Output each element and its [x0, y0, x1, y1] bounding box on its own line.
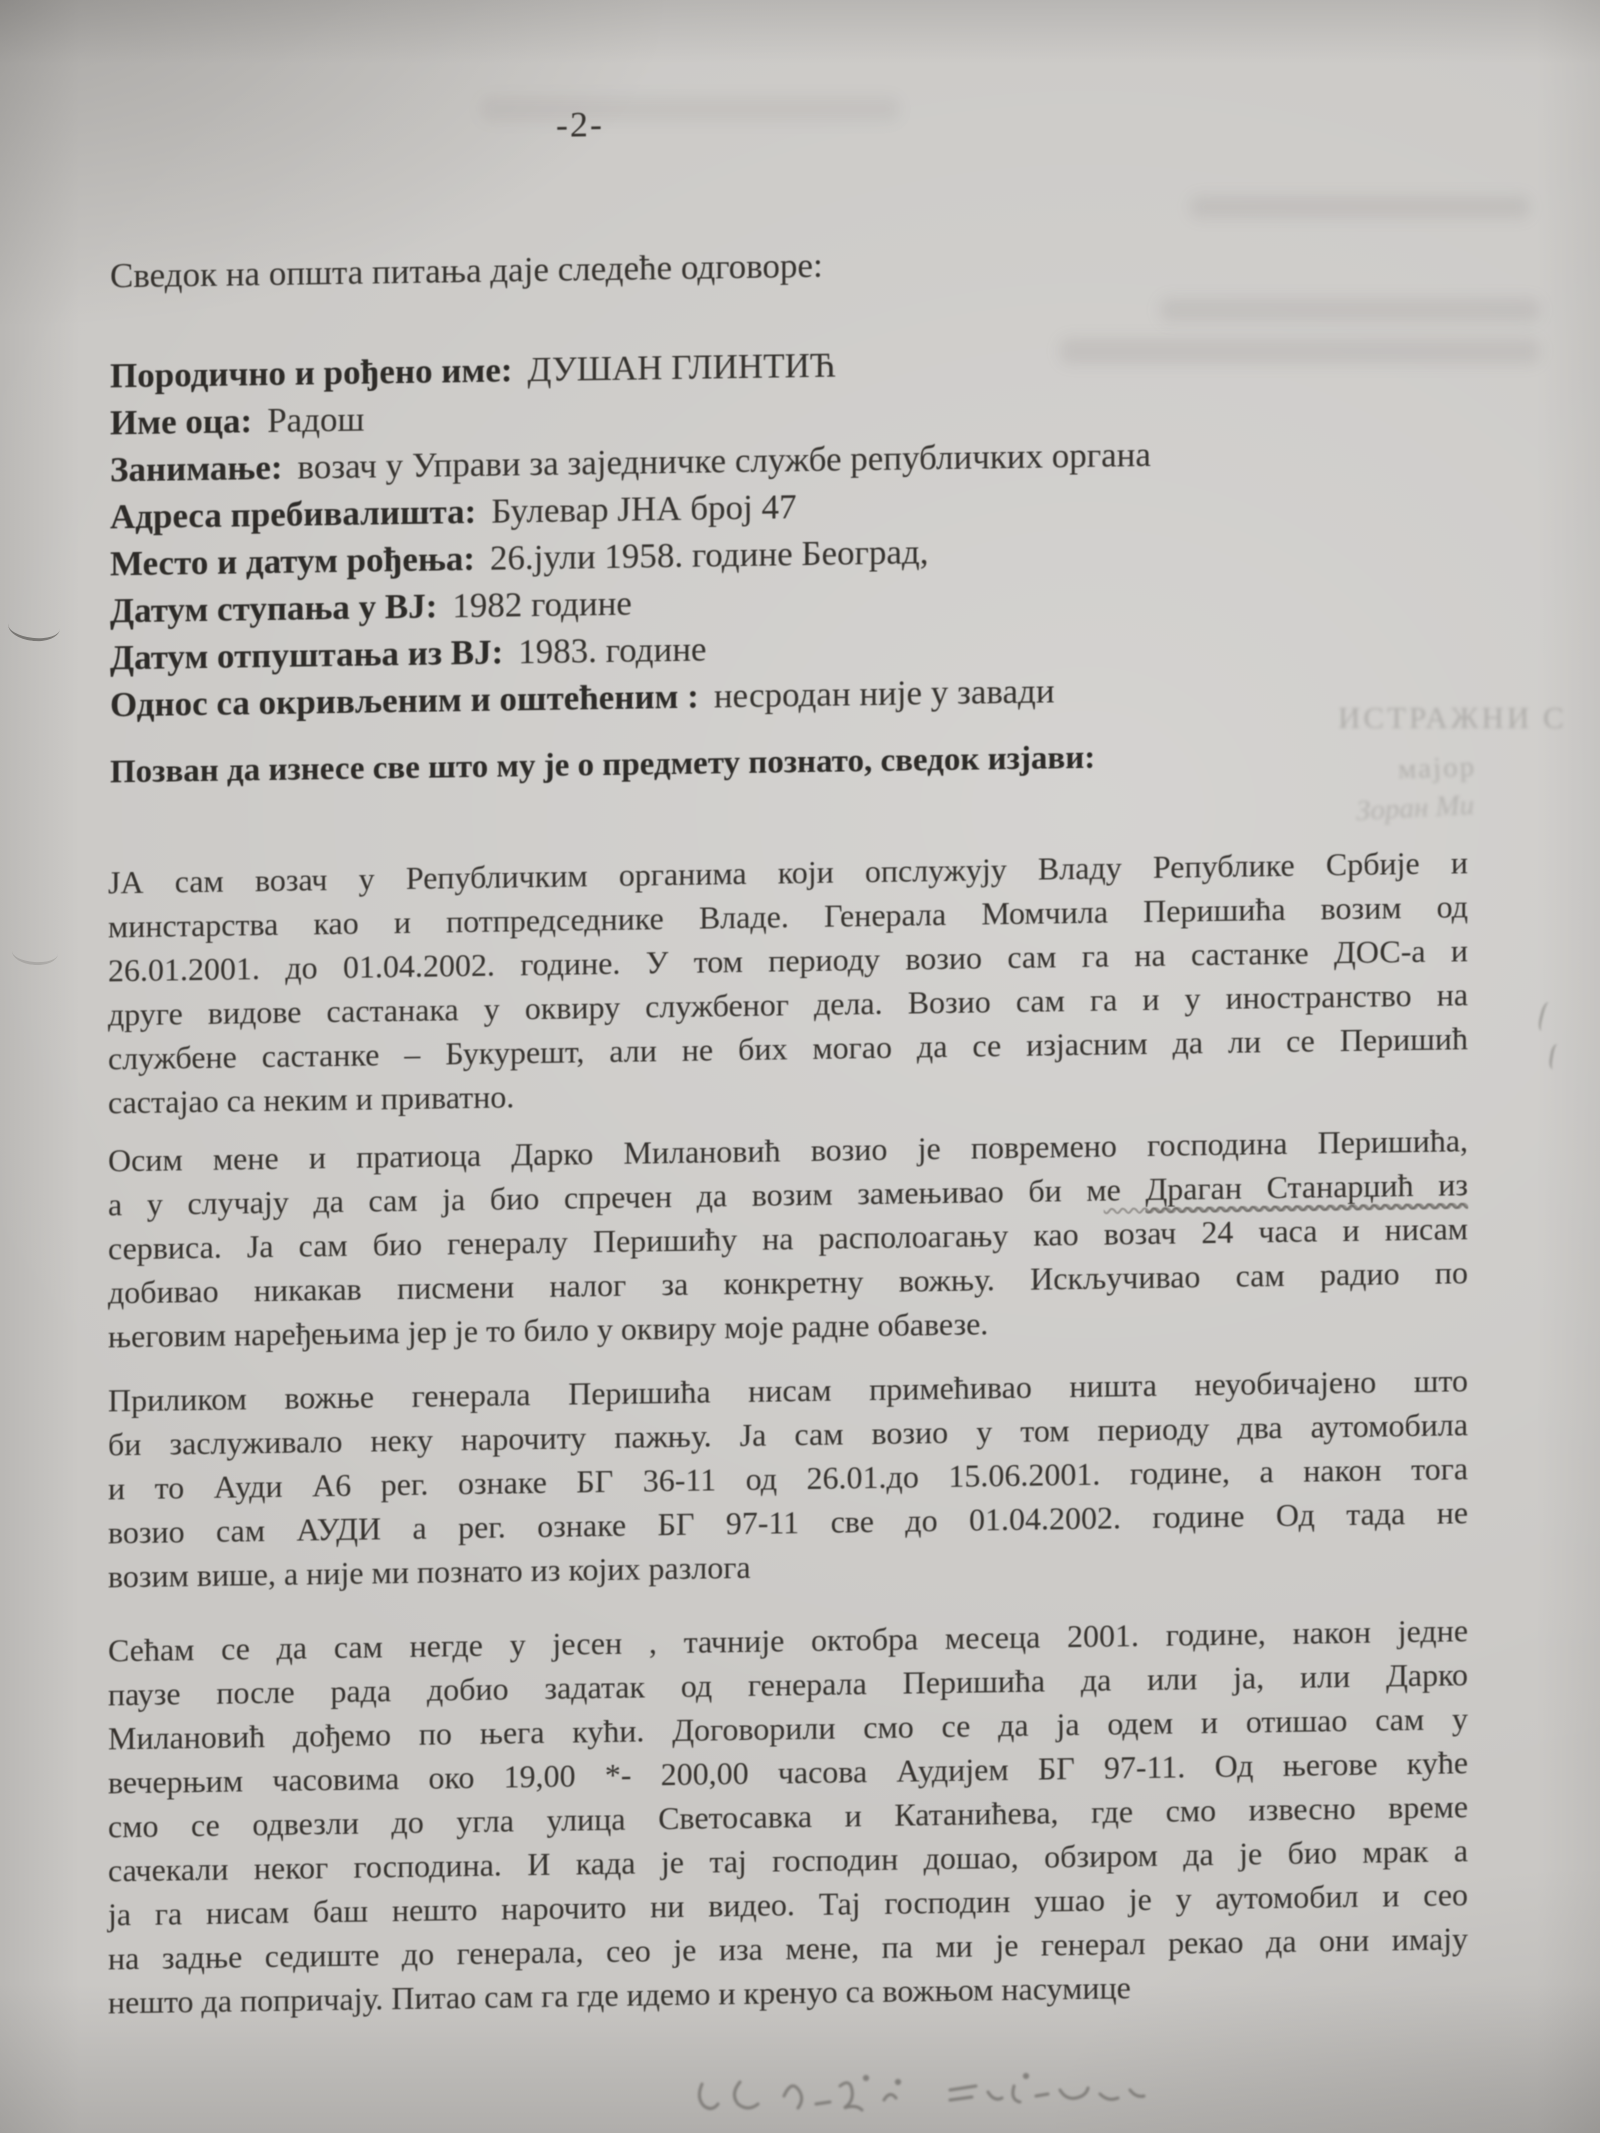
document-line: смо се одвезли до угла улица Светосавка и Катанићева, где смо извесно време	[108, 1788, 1468, 1845]
witness-paragraph-1	[108, 840, 1468, 1124]
document-line: 26.01.2001. до 01.04.2002. године. У том периоду возио сам га на састанке ДОС-а и	[108, 932, 1468, 989]
field-label: Породично и рођено име:	[110, 350, 513, 396]
statement-heading: Позван да изнесе све што му је о предмету познато, сведок изјави:	[110, 739, 1096, 791]
field-label: Датум отпуштања из ВЈ:	[110, 632, 504, 678]
document-line: вечерњим часовима око 19,00 *- 200,00 часова Аудијем БГ 97-11. Од његове куће	[108, 1744, 1468, 1801]
document-line: Сећам се да сам негде у јесен , тачније октобра месеца 2001. године, након једне	[108, 1612, 1468, 1669]
field-label: Занимање:	[110, 447, 283, 490]
document-line: Осим мене и пратиоца Дарко Милановић возио је повремено господина Перишића,	[108, 1122, 1468, 1179]
page-number: -2-	[556, 104, 604, 145]
field-label: Адреса пребивалишта:	[110, 491, 477, 537]
field-label: Однос са окривљеним и оштећеним :	[110, 676, 699, 725]
document-line: возио сам АУДИ а рег. ознаке БГ 97-11 све до 01.04.2002. године Од тада не	[108, 1494, 1468, 1551]
bleed-through-text: мајор	[1397, 750, 1477, 786]
handwriting-bleed-through	[688, 2056, 1158, 2126]
document-line: ЈА сам возач у Републичким органима који опслужују Владу Републике Србије и	[108, 844, 1468, 901]
document-line: паузе после рада добио задатак од генерала Перишића да или ја, или Дарко	[108, 1656, 1468, 1713]
document-line: Милановић дођемо по њега кући. Договорили смо се да ја одем и отишао сам у	[108, 1700, 1468, 1757]
document-line: састајао са неким и приватно.	[108, 1078, 515, 1121]
document-line: друге видове састанака у оквиру службеног дела. Возио сам га и у иностранство на	[108, 976, 1468, 1033]
field-value: несродан није у завади	[713, 671, 1055, 716]
bleed-through-text: ИСТРАЖНИ С	[1338, 700, 1567, 735]
field-value: Радош	[267, 399, 365, 441]
document-line: сачекали неког господина. И када је тај господин дошао, обзиром да је био мрак а	[108, 1832, 1468, 1889]
witness-paragraph-4	[108, 1608, 1468, 2024]
field-label: Датум ступања у ВЈ:	[110, 586, 438, 631]
field-label: Име оца:	[110, 401, 253, 443]
document-line: би заслуживало неку нарочиту пажњу. Ја сам возио у том периоду два аутомобила	[108, 1406, 1468, 1463]
document-line: нешто да попричају. Питао сам га где идемо и кренуо са вожњом насумице	[108, 1969, 1131, 2021]
document-line: на задње седиште до генерала, сео је иза мене, па ми је генерал рекао да они имају	[108, 1920, 1468, 1977]
line-text: сервиса. Ја сам био генералу Перишићу на располоагању као	[108, 1215, 1104, 1267]
intro-line: Сведок на општа питања даје следеће одговоре:	[110, 245, 823, 296]
field-value: 1983. године	[518, 629, 707, 672]
document-line: Приликом вожње генерала Перишића нисам примећивао ништа неуобичајено што	[108, 1362, 1468, 1419]
field-value: 1982 године	[452, 583, 632, 626]
document-line: добивао никакав писмени налог за конкретну вожњу. Искључивао сам радио по	[108, 1254, 1468, 1311]
document-line: његовим наређењима јер је то било у оквиру моје радне обавезе.	[108, 1305, 989, 1355]
witness-data-block	[110, 332, 1510, 729]
document-line: службене састанке – Букурешт, али не бих могао да се изјасним да ли се Перишић	[108, 1020, 1468, 1077]
field-value: ДУШАН ГЛИНТИЋ	[527, 345, 836, 390]
document-line: возим више, а није ми познато из којих разлога	[108, 1548, 751, 1595]
witness-paragraph-3	[108, 1358, 1468, 1598]
pencil-marked-text: возач 24 часа и нисам	[1103, 1210, 1469, 1252]
field-label: Место и датум рођења:	[110, 538, 475, 584]
document-line: ја га нисам баш нешто нарочито ни видео. Тај господин ушао је у аутомобил и сео	[108, 1876, 1468, 1933]
field-value: возач у Управи за заједничке службе републичких органа	[297, 434, 1151, 487]
document-line: минстарства као и потпредседнике Владе. Генерала Момчила Перишића возим од	[108, 888, 1468, 945]
line-text: а у случају да сам ја био спречен да возим замењивао би ме	[108, 1171, 1146, 1223]
bleed-through-text: Зоран Ми	[1355, 788, 1475, 828]
document-line: и то Ауди А6 рег. ознаке БГ 36-11 од 26.01.до 15.06.2001. године, а након тога	[108, 1450, 1468, 1507]
field-value: Булевар ЈНА број 47	[491, 487, 797, 531]
witness-paragraph-2	[108, 1118, 1468, 1358]
pencil-underlined-name: Драган Станарџић из	[1145, 1166, 1469, 1208]
field-value: 26.јули 1958. године Београд,	[489, 532, 929, 578]
